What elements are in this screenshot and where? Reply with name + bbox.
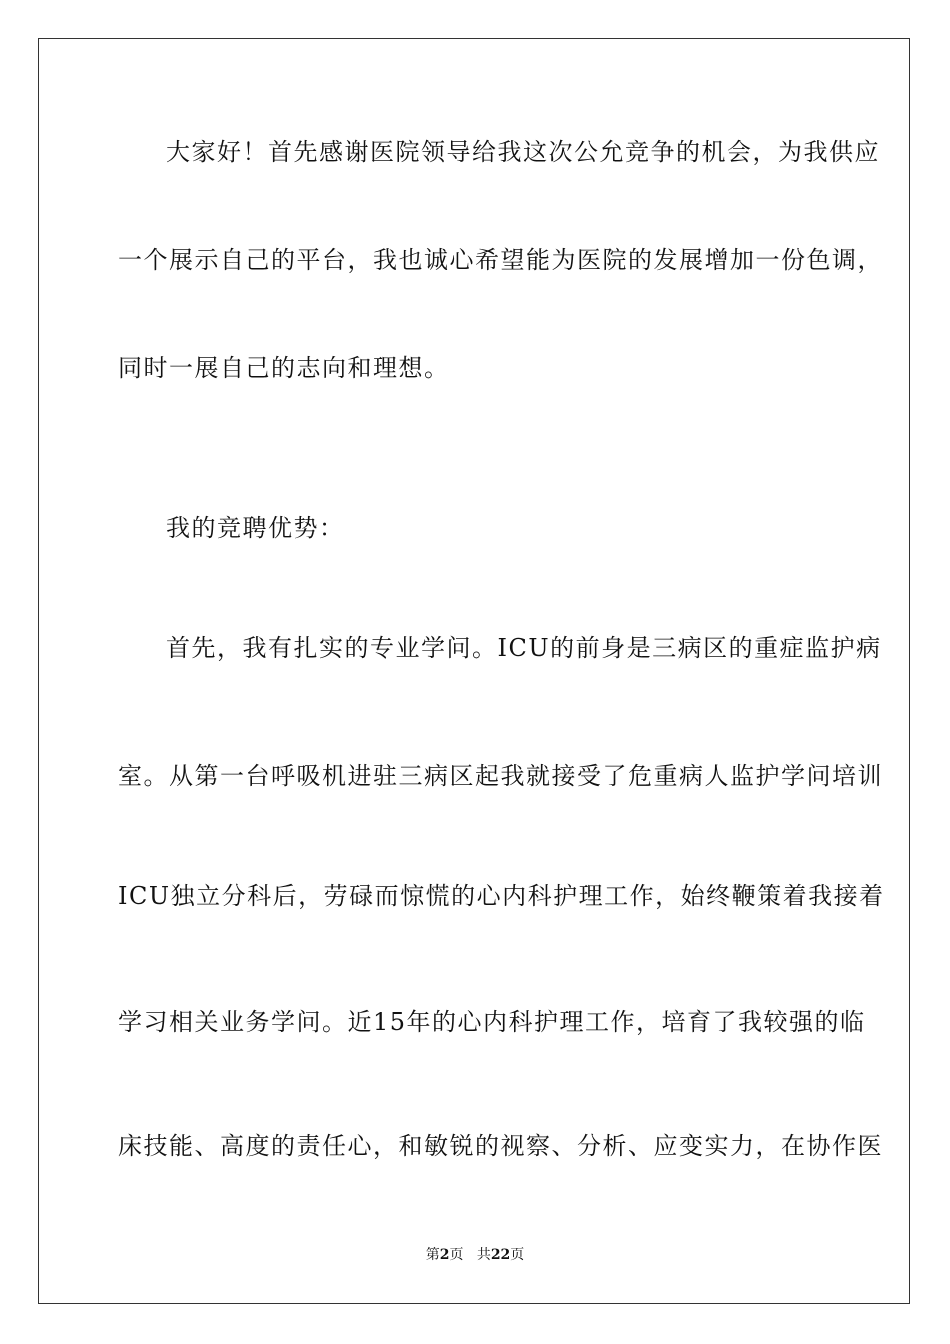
- paragraph-line-7: ICU独立分科后，劳碌而惊慌的心内科护理工作，始终鞭策着我接着: [118, 882, 885, 910]
- paragraph-line-6: 室。从第一台呼吸机进驻三病区起我就接受了危重病人监护学问培训: [118, 762, 883, 790]
- paragraph-line-2: 一个展示自己的平台，我也诚心希望能为医院的发展增加一份色调，: [118, 246, 883, 274]
- footer-total-suffix: 页: [510, 1247, 525, 1263]
- paragraph-line-1: 大家好！首先感谢医院领导给我这次公允竞争的机会，为我供应: [166, 138, 880, 166]
- footer-page-number: 2: [439, 1247, 450, 1263]
- page-footer: [0, 1246, 950, 1264]
- footer-page-prefix: 第: [425, 1247, 440, 1263]
- footer-page-suffix: 页: [449, 1247, 464, 1263]
- paragraph-line-5: 首先，我有扎实的专业学问。ICU的前身是三病区的重症监护病: [166, 634, 882, 662]
- paragraph-heading-advantages: 我的竞聘优势：: [166, 514, 345, 542]
- footer-total-prefix: 共: [476, 1247, 491, 1263]
- paragraph-line-3: 同时一展自己的志向和理想。: [118, 354, 450, 382]
- page-frame: [38, 38, 910, 1304]
- footer-total-pages: 22: [490, 1247, 511, 1263]
- paragraph-line-8: 学习相关业务学问。近15年的心内科护理工作，培育了我较强的临: [118, 1008, 866, 1036]
- paragraph-line-9: 床技能、高度的责任心，和敏锐的视察、分析、应变实力，在协作医: [118, 1132, 883, 1160]
